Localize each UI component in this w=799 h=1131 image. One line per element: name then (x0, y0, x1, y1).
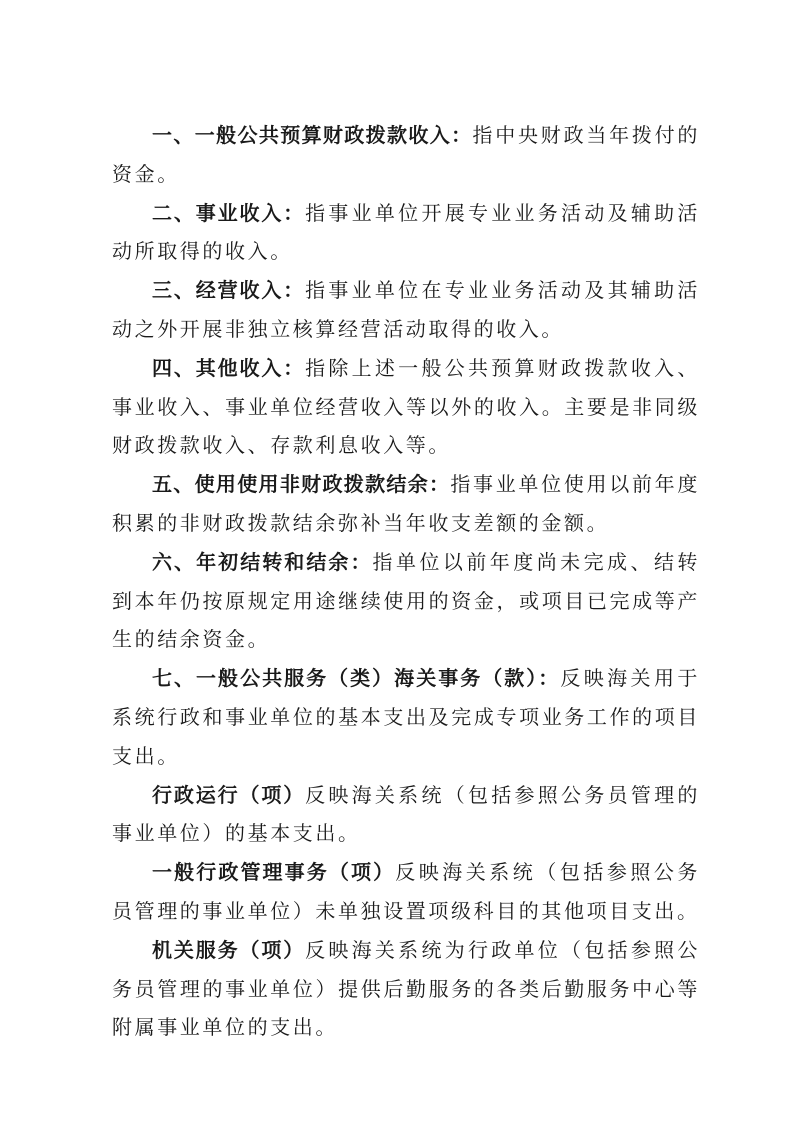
term-definition: 反映海关系统为行政单位（包括参照公务员管理的事业单位）提供后勤服务的各类后勤服务中心等附属事业单位的支出。 (112, 937, 700, 1040)
paragraph-administrative-operation (112, 776, 700, 854)
paragraph-other-revenue (112, 349, 700, 465)
paragraph-general-admin-affairs (112, 853, 700, 931)
term-definition: 指单位以前年度尚未完成、结转到本年仍按原规定用途继续使用的资金，或项目已完成等产生的结余资金。 (112, 549, 701, 652)
term-heading: 六、年初结转和结余： (152, 549, 373, 574)
term-heading: 七、一般公共服务（类）海关事务（款）： (152, 666, 561, 691)
term-heading: 四、其他收入： (152, 355, 306, 380)
term-definition: 指中央财政当年拨付的资金。 (112, 123, 700, 186)
paragraph-operating-revenue (112, 271, 700, 349)
paragraph-non-fiscal-surplus (112, 465, 700, 543)
paragraph-agency-services (112, 931, 700, 1047)
term-definition: 指除上述一般公共预算财政拨款收入、事业收入、事业单位经营收入等以外的收入。主要是非同级财政拨款收入、存款利息收入等。 (112, 355, 700, 458)
term-heading: 一般行政管理事务（项） (152, 860, 396, 885)
term-heading: 二、事业收入： (152, 200, 306, 225)
term-heading: 一、一般公共预算财政拨款收入： (152, 123, 473, 147)
paragraph-carryover-surplus (112, 543, 700, 659)
term-heading: 五、使用使用非财政拨款结余： (152, 472, 451, 497)
term-definition: 指事业单位在专业业务活动及其辅助活动之外开展非独立核算经营活动取得的收入。 (112, 278, 700, 341)
term-heading: 三、经营收入： (152, 278, 306, 303)
term-heading: 机关服务（项） (152, 937, 306, 962)
paragraph-business-revenue (112, 194, 700, 272)
term-definition: 指事业单位使用以前年度积累的非财政拨款结余弥补当年收支差额的金额。 (112, 472, 700, 535)
document-body (112, 116, 700, 1047)
term-definition: 反映海关系统（包括参照公务员管理的事业单位）未单独设置项级科目的其他项目支出。 (112, 860, 700, 923)
paragraph-general-budget-revenue (112, 116, 700, 194)
term-heading: 行政运行（项） (152, 782, 306, 807)
term-definition: 反映海关用于系统行政和事业单位的基本支出及完成专项业务工作的项目支出。 (112, 666, 700, 768)
term-definition: 指事业单位开展专业业务活动及辅助活动所取得的收入。 (112, 200, 700, 264)
paragraph-customs-affairs (112, 659, 700, 775)
term-definition: 反映海关系统（包括参照公务员管理的事业单位）的基本支出。 (112, 782, 700, 846)
